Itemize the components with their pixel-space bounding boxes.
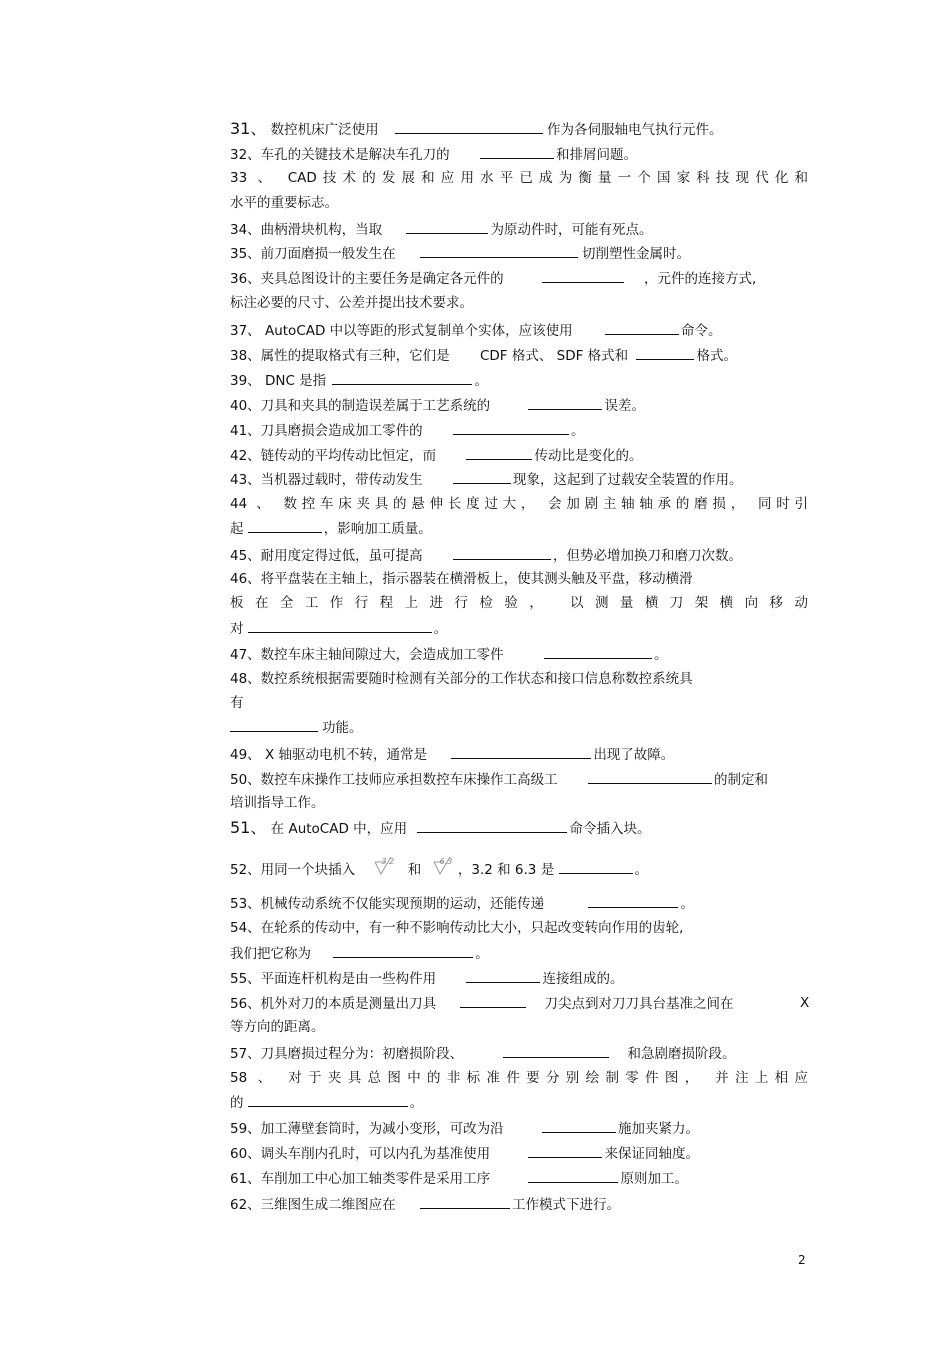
question-54: 54、在轮系的传动中，有一种不影响传动比大小，只起改变转向作用的齿轮, [230, 920, 684, 936]
question-58-line2: 的 。 [230, 1092, 808, 1113]
question-39: 39、 DNC 是指 。 [230, 370, 808, 391]
question-38: 38、属性的提取格式有三种，它们是 CDF 格式、 SDF 格式和 格式。 [230, 345, 808, 366]
question-48: 48、数控系统根据需要随时检测有关部分的工作状态和接口信息称数控系统具 [230, 671, 693, 687]
answer-blank[interactable] [542, 268, 624, 283]
answer-blank[interactable] [588, 769, 712, 784]
page-number: 2 [798, 1253, 806, 1267]
answer-blank[interactable] [528, 1143, 602, 1158]
question-40: 40、刀具和夹具的制造误差属于工艺系统的 误差。 [230, 395, 808, 416]
question-34: 34、曲柄滑块机构，当取 为原动件时，可能有死点。 [230, 219, 808, 240]
answer-blank[interactable] [588, 893, 678, 908]
answer-blank[interactable] [466, 968, 540, 983]
question-32: 32、车孔的关键技术是解决车孔刀的 和排屑问题。 [230, 144, 808, 165]
answer-blank[interactable] [453, 469, 511, 484]
question-50: 50、数控车床操作工技师应承担数控车床操作工高级工 的制定和 [230, 769, 808, 790]
answer-blank[interactable] [420, 1194, 510, 1209]
question-49: 49、 X 轴驱动电机不转，通常是 出现了故障。 [230, 744, 808, 765]
answer-blank[interactable] [248, 1092, 408, 1107]
question-43: 43、当机器过载时，带传动发生 现象，这起到了过载安全装置的作用。 [230, 469, 808, 490]
question-59: 59、加工薄壁套筒时，为减小变形，可改为沿 施加夹紧力。 [230, 1118, 808, 1139]
question-41: 41、刀具磨损会造成加工零件的 。 [230, 420, 808, 441]
answer-blank[interactable] [453, 420, 569, 435]
question-56-line2: 等方向的距离。 [230, 1019, 325, 1035]
question-48-line3: 功能。 [230, 717, 808, 738]
answer-blank[interactable] [420, 243, 578, 258]
question-37: 37、 AutoCAD 中以等距的形式复制单个实体，应该使用 命令。 [230, 320, 808, 341]
question-45: 45、耐用度定得过低，虽可提高 ，但势必增加换刀和磨刀次数。 [230, 545, 808, 566]
answer-blank[interactable] [503, 1043, 609, 1058]
surface-roughness-6-3-icon: 6.3 [432, 860, 454, 880]
answer-blank[interactable] [480, 144, 554, 159]
question-57: 57、刀具磨损过程分为：初磨损阶段、 和急剧磨损阶段。 [230, 1043, 808, 1064]
answer-blank[interactable] [542, 1118, 616, 1133]
answer-blank[interactable] [559, 859, 633, 874]
question-50-line2: 培训指导工作。 [230, 795, 325, 811]
answer-blank[interactable] [395, 119, 543, 134]
question-33: 33 、 CAD技术的发展和应用水平已成为衡量一个国家科技现代化和 [230, 170, 808, 186]
answer-blank[interactable] [466, 445, 532, 460]
answer-blank[interactable] [605, 320, 679, 335]
answer-blank[interactable] [528, 1168, 618, 1183]
question-44-line2: 起 ，影响加工质量。 [230, 518, 808, 539]
question-31: 31、 数控机床广泛使用 作为各伺服轴电气执行元件。 [230, 119, 723, 138]
answer-blank[interactable] [406, 219, 488, 234]
answer-blank[interactable] [417, 818, 567, 833]
answer-blank[interactable] [332, 370, 472, 385]
answer-blank[interactable] [636, 345, 694, 360]
answer-blank[interactable] [528, 395, 602, 410]
question-61: 61、车削加工中心加工轴类零件是采用工序 原则加工。 [230, 1168, 808, 1189]
answer-blank[interactable] [451, 744, 591, 759]
answer-blank[interactable] [544, 644, 652, 659]
question-62: 62、三维图生成二维图应在 工作模式下进行。 [230, 1194, 808, 1215]
surface-roughness-3-2-icon: 3.2 [373, 860, 395, 880]
answer-blank[interactable] [248, 518, 322, 533]
question-46: 46、将平盘装在主轴上，指示器装在横滑板上，使其测头触及平盘，移动横滑 [230, 571, 693, 587]
answer-blank[interactable] [333, 943, 473, 958]
question-46-line3: 对 。 [230, 618, 808, 639]
question-55: 55、平面连杆机构是由一些构件用 连接组成的。 [230, 968, 808, 989]
question-48-line2: 有 [230, 695, 244, 711]
answer-blank[interactable] [248, 618, 432, 633]
answer-blank[interactable] [453, 545, 551, 560]
answer-blank[interactable] [230, 717, 318, 732]
question-60: 60、调头车削内孔时，可以内孔为基准使用 来保证同轴度。 [230, 1143, 808, 1164]
question-58: 58 、 对于夹具总图中的非标准件要分别绘制零件图， 并注上相应 [230, 1070, 808, 1086]
answer-blank[interactable] [460, 993, 526, 1008]
question-44: 44 、 数控车床夹具的悬伸长度过大， 会加剧主轴轴承的磨损， 同时引 [230, 496, 808, 512]
question-53: 53、机械传动系统不仅能实现预期的运动，还能传递 。 [230, 893, 808, 914]
question-36-line2: 标注必要的尺寸、公差并提出技术要求。 [230, 295, 473, 311]
question-42: 42、链传动的平均传动比恒定，而 传动比是变化的。 [230, 445, 808, 466]
question-51: 51、 在 AutoCAD 中，应用 命令插入块。 [230, 818, 651, 837]
question-33-line2: 水平的重要标志。 [230, 195, 338, 211]
question-46-line2: 板在全工作行程上进行检验， 以测量横刀架横向移动 [230, 595, 808, 611]
question-56: 56、机外对刀的本质是测量出刀具 刀尖点到对刀刀具台基准之间在 X [230, 995, 810, 1012]
question-47: 47、数控车床主轴间隙过大，会造成加工零件 。 [230, 644, 808, 665]
question-35: 35、前刀面磨损一般发生在 切削塑性金属时。 [230, 243, 808, 264]
question-36: 36、夹具总图设计的主要任务是确定各元件的 ，元件的连接方式, [230, 268, 808, 289]
question-52: 52、用同一个块插入 3.2 和 6.3 ，3.2 和 6.3 是 。 [230, 857, 648, 878]
question-54-line2: 我们把它称为 。 [230, 943, 808, 964]
